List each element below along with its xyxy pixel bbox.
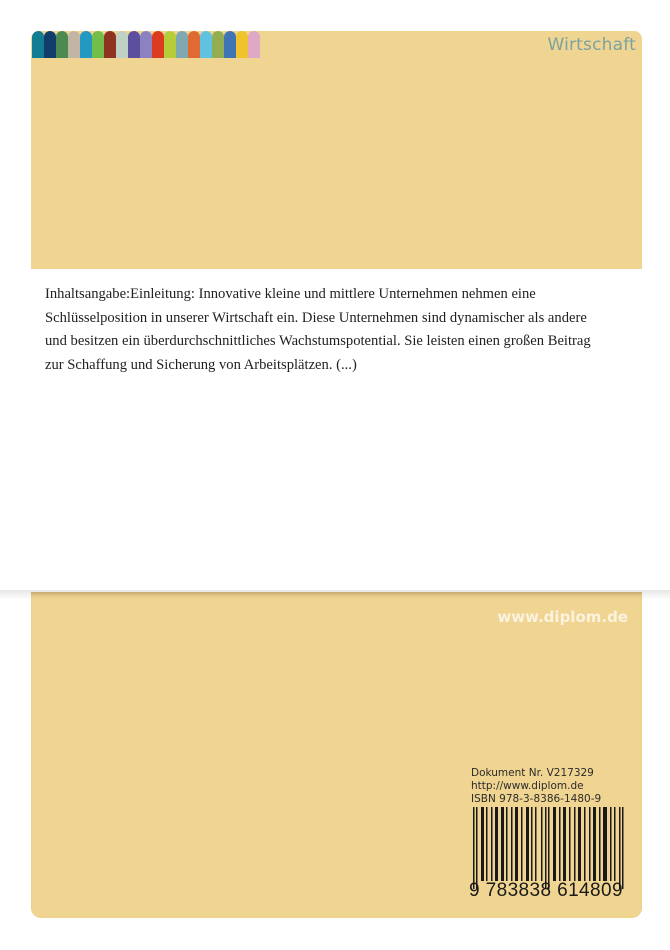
color-tab [92,31,104,58]
abstract-text [45,283,605,377]
abstract-paragraph: Inhaltsangabe:Einleitung: Innovative kleine und mittlere Unternehmen nehmen eine Schlüsselposition in unserer Wirtschaft ein. Diese Unternehmen sind dynamischer als andere und besitzen ein überdurchschnittliches Wachstumspotential. Sie leisten einen großen Beitrag zur Schaffung und Sicherung von Arbeitsplätzen. (...) [45,286,591,373]
top-cover-panel [31,31,642,269]
color-tab [248,31,260,58]
color-tab [104,31,116,58]
color-tab [32,31,44,58]
color-tab [188,31,200,58]
color-tab [212,31,224,58]
color-tab [128,31,140,58]
barcode-digits: 9 783838 614809 [469,880,623,901]
color-tab [80,31,92,58]
color-tab [236,31,248,58]
website-label: www.diplom.de [497,608,628,626]
color-tabs [32,31,260,58]
isbn: ISBN 978-3-8386-1480-9 [471,793,602,805]
color-tab [140,31,152,58]
color-tab [176,31,188,58]
color-tab [200,31,212,58]
document-meta [471,767,601,806]
bottom-cover-panel [31,592,642,918]
color-tab [68,31,80,58]
document-url: http://www.diplom.de [471,780,584,792]
barcode-icon [471,807,631,889]
color-tab [224,31,236,58]
color-tab [44,31,56,58]
document-number: Dokument Nr. V217329 [471,767,594,779]
color-tab [116,31,128,58]
color-tab [164,31,176,58]
color-tab [152,31,164,58]
category-label: Wirtschaft [547,35,636,55]
color-tab [56,31,68,58]
